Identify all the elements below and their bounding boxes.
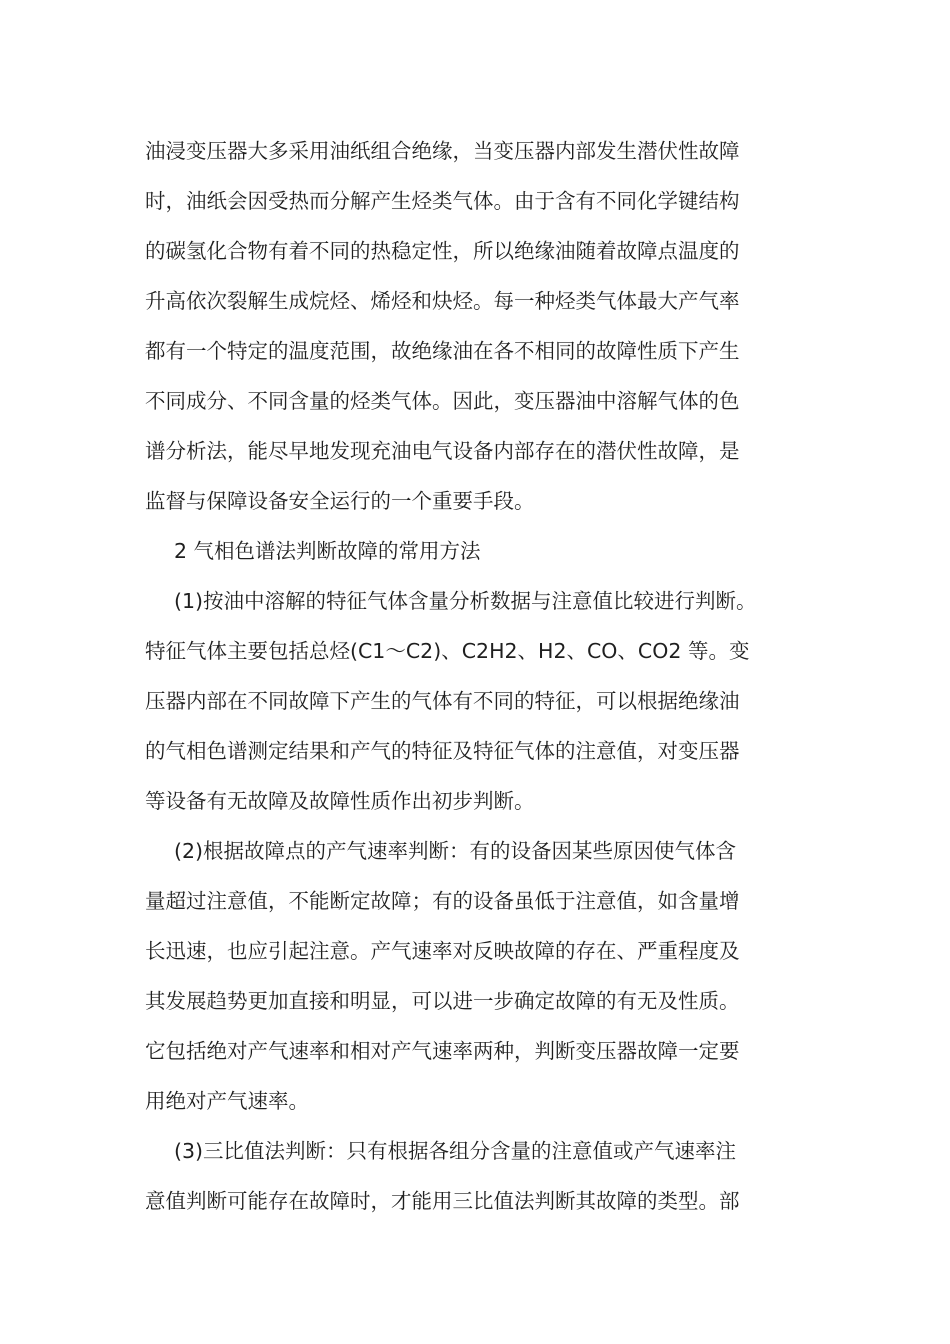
text-line: 时，油纸会因受热而分解产生烃类气体。由于含有不同化学键结构 [145, 189, 740, 213]
text-line: 不同成分、不同含量的烃类气体。因此，变压器油中溶解气体的色 [145, 389, 740, 413]
text-line: 谱分析法，能尽早地发现充油电气设备内部存在的潜伏性故障，是 [145, 439, 740, 463]
text-line: 监督与保障设备安全运行的一个重要手段。 [145, 489, 535, 513]
text-line: 油浸变压器大多采用油纸组合绝缘，当变压器内部发生潜伏性故障 [145, 139, 740, 163]
text-line: 意值判断可能存在故障时，才能用三比值法判断其故障的类型。部 [145, 1189, 740, 1213]
text-line: 等设备有无故障及故障性质作出初步判断。 [145, 789, 535, 813]
text-line: 它包括绝对产气速率和相对产气速率两种，判断变压器故障一定要 [145, 1039, 740, 1063]
section-heading: 2 气相色谱法判断故障的常用方法 [174, 539, 481, 563]
text-line: 升高依次裂解生成烷烃、烯烃和炔烃。每一种烃类气体最大产气率 [145, 289, 740, 313]
text-line: 长迅速，也应引起注意。产气速率对反映故障的存在、严重程度及 [145, 939, 740, 963]
text-line: 其发展趋势更加直接和明显，可以进一步确定故障的有无及性质。 [145, 989, 740, 1013]
text-line: (1)按油中溶解的特征气体含量分析数据与注意值比较进行判断。 [174, 589, 757, 613]
document-body [145, 126, 810, 1226]
text-line: 用绝对产气速率。 [145, 1089, 309, 1113]
text-line: 量超过注意值，不能断定故障；有的设备虽低于注意值，如含量增 [145, 889, 740, 913]
text-line: (2)根据故障点的产气速率判断：有的设备因某些原因使气体含 [174, 839, 737, 863]
text-line: 的气相色谱测定结果和产气的特征及特征气体的注意值，对变压器 [145, 739, 740, 763]
text-line: (3)三比值法判断：只有根据各组分含量的注意值或产气速率注 [174, 1139, 737, 1163]
text-line: 特征气体主要包括总烃(C1～C2)、C2H2、H2、CO、CO2 等。变 [145, 639, 750, 663]
text-line: 压器内部在不同故障下产生的气体有不同的特征，可以根据绝缘油 [145, 689, 740, 713]
text-line: 的碳氢化合物有着不同的热稳定性，所以绝缘油随着故障点温度的 [145, 239, 740, 263]
text-line: 都有一个特定的温度范围，故绝缘油在各不相同的故障性质下产生 [145, 339, 740, 363]
